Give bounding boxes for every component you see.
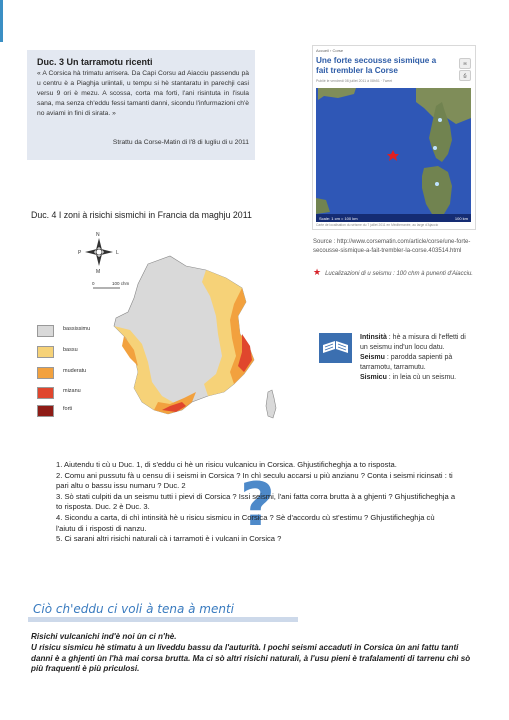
definitions bbox=[360, 333, 470, 383]
news-screenshot bbox=[312, 45, 476, 230]
sardinia-island bbox=[422, 166, 452, 214]
legend-swatch bbox=[37, 367, 54, 379]
scale-zero: 0 bbox=[92, 281, 95, 286]
doc3-source: Strattu da Corse-Matin di l'8 di lugliu di u 2011 bbox=[112, 139, 249, 146]
legend-item bbox=[37, 405, 157, 419]
definition-text: : in leia cù un seismu. bbox=[386, 374, 457, 381]
doc3-body: « A Corsica hà trimatu arrisera. Da Capi Corsu ad Aiacciu passendu pà u centru è a Piaghja uriintali, u tempu si hè stantaratu in parechji casi versu 9 ori è mezu. A scossa, corta ma forti, l'ani risintuta in l'isula sana, ma senza ch'eddu fessi tamanti danni, sicondu l'infurmazioni ch'è no aviami in fini di sirata. » bbox=[37, 70, 249, 117]
definition-term: Intinsità bbox=[360, 334, 387, 341]
legend-label: mizanu bbox=[63, 388, 81, 394]
epicenter-star-icon bbox=[387, 150, 399, 161]
definition-item bbox=[360, 373, 470, 383]
definition-text: : hè a misura di l'effetti di un seismu ind'un locu datu. bbox=[360, 334, 466, 351]
question-item: 4. Sicondu a carta, di chì intinsità hè u risicu sismicu in Corsica ? Sè d'accordu cù st'estimu ? Ghjustificheghja cù l'aiutu di i risposti di nanzu. bbox=[56, 512, 435, 533]
book-icon bbox=[319, 333, 352, 363]
city-marker bbox=[438, 118, 442, 122]
compass-rose-icon bbox=[85, 238, 113, 266]
question-item: 3. Sò stati culpiti da un seismu tutti i pievi di Corsica ? Issi seismi, l'ani fatta corra brutta à a ghjenti ? Ghjustificheghja a to risposta. Duc. 2 è Duc. 3. bbox=[56, 491, 456, 512]
web-breadcrumb: Accueil › Corse bbox=[316, 48, 344, 53]
compass-south: M bbox=[96, 269, 101, 275]
web-map-caption: Carte de localisation du séisme du 7 juillet 2011 en Méditerranée, au large d'Ajaccio bbox=[316, 223, 439, 227]
legend-label: muderatu bbox=[63, 368, 87, 374]
question-item: 2. Comu ani pussutu fà u censu di i seismi in Corsica ? In chì seculu accarsi u più anzianu ? Conta i seismi ricinsati : ti pari altu o bassu issu numaru ? Duc. 2 bbox=[56, 470, 453, 491]
legend-swatch bbox=[37, 325, 54, 337]
web-headline: Une forte secousse sismique a fait trembler la Corse bbox=[316, 56, 437, 75]
legend-item bbox=[37, 367, 157, 381]
compass-north: N bbox=[96, 232, 100, 238]
remember-line: U risicu sismicu hè stimatu à un liveddu bassu da l'auturità. I pochi seismi accaduti in Corsica ùn ani fattu tanti danni è a ghjenti ùn l'hà mai corsa brutta. Ma ci sò altri risichi naturali, à l'usu pieni è trafalamenti di tarrenu chì sò più fraquenti è più priculosi. bbox=[31, 642, 471, 674]
definition-text: : parodda sapienti pà tarramotu, tarramutu. bbox=[360, 354, 453, 371]
star-note-text: Lucalizazioni di u seismu : 100 chm à punenti d'Aiacciu. bbox=[325, 271, 473, 277]
legend-item bbox=[37, 387, 157, 401]
legend-swatch bbox=[37, 387, 54, 399]
earthquake-map-svg bbox=[316, 88, 471, 222]
corsica-zone bbox=[266, 390, 276, 418]
doc3-title: Duc. 3 Un tarramotu ricenti bbox=[37, 57, 153, 67]
corner-mark bbox=[0, 0, 3, 42]
share-icon: ✉ bbox=[459, 58, 471, 69]
legend-label: bassissimu bbox=[63, 326, 91, 332]
doc3-box bbox=[27, 50, 255, 160]
remember-title: Ciò ch'eddu ci voli à tena à menti bbox=[33, 602, 234, 616]
question-item: 5. Ci sarani altri risichi naturali cà i tarramoti è i vulcani in Corsica ? bbox=[56, 534, 282, 544]
legend-label: forti bbox=[63, 406, 73, 412]
definition-term: Sismicu bbox=[360, 374, 387, 381]
map-scale-value: 100 km bbox=[454, 216, 468, 221]
question-item: 1. Aiutendu ti cù u Duc. 1, di s'eddu ci hè un risicu vulcanicu in Corsica. Ghjustificheghja a to risposta. bbox=[56, 460, 397, 469]
remember-text bbox=[31, 632, 479, 675]
source-text: Source : http://www.corsematin.com/article/corse/une-forte-secousse-sismique-a-fait-trembler-la-corse.403514.html bbox=[313, 239, 471, 254]
print-icon: ⎙ bbox=[459, 70, 471, 81]
star-note bbox=[313, 268, 478, 279]
map-scale-label: Scale: 1 cm = 100 km bbox=[319, 216, 358, 221]
city-marker bbox=[433, 146, 437, 150]
legend-swatch bbox=[37, 346, 54, 358]
compass-east: L bbox=[116, 250, 119, 256]
scale-value: 100 chm bbox=[112, 281, 130, 286]
remember-underline bbox=[28, 617, 298, 622]
definition-item bbox=[360, 353, 470, 373]
legend-item bbox=[37, 346, 157, 360]
baleares-island bbox=[316, 198, 330, 214]
question-mark-icon: ? bbox=[240, 470, 275, 540]
city-marker bbox=[435, 182, 439, 186]
questions-list bbox=[56, 460, 456, 545]
remember-line: Risichi vulcanichi ind'è noi ùn ci n'hè. bbox=[31, 632, 177, 641]
mainland-france bbox=[318, 88, 356, 100]
doc4-title: Duc. 4 I zoni à risichi sismichi in Francia da maghju 2011 bbox=[31, 210, 252, 220]
web-meta: Publié le vendredi 08 juillet 2011 à 08h51 · Tweet bbox=[316, 79, 393, 83]
definition-item bbox=[360, 333, 470, 353]
legend-swatch bbox=[37, 405, 54, 417]
definition-term: Seismu bbox=[360, 354, 385, 361]
legend-item bbox=[37, 325, 157, 339]
compass-west: P bbox=[78, 250, 82, 256]
legend-label: bassu bbox=[63, 347, 78, 353]
earthquake-map bbox=[316, 88, 471, 222]
star-icon: ★ bbox=[313, 267, 322, 277]
